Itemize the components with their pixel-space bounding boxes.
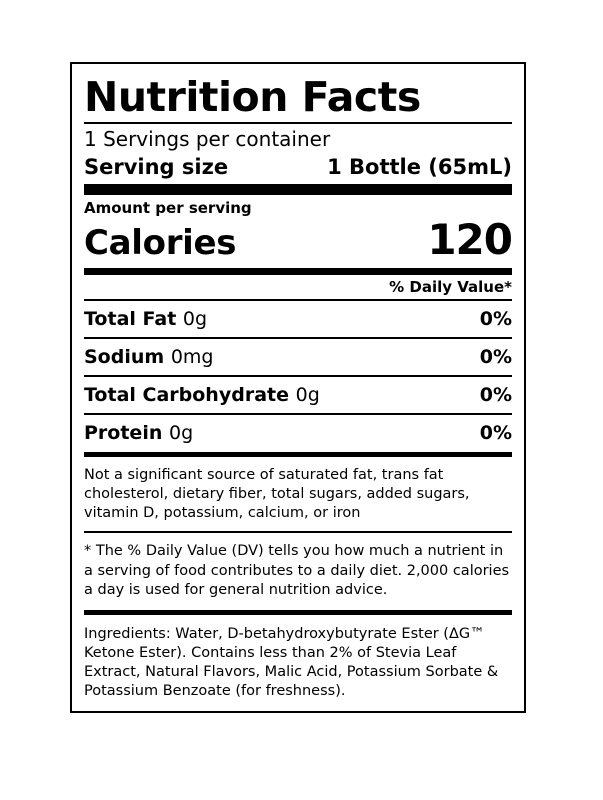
calories-value: 120 <box>427 215 512 265</box>
divider-above-ingredients <box>84 610 512 615</box>
nutrient-daily-value: 0% <box>479 346 512 369</box>
table-row <box>84 380 512 410</box>
divider-above-nutrients <box>84 299 512 301</box>
divider-row-1 <box>84 337 512 339</box>
nutrient-amount: 0g <box>182 308 208 331</box>
table-row <box>84 304 512 334</box>
table-row <box>84 342 512 372</box>
divider-thick-top <box>84 184 512 195</box>
ingredients-text: Ingredients: Water, D-betahydroxybutyrate Ester (ΔG™ Ketone Ester). Contains less than 2% of Stevia Leaf Extract, Natural Flavors, Malic Acid, Potassium Sorbate & Potassium Benzoate (for freshness). <box>84 625 499 700</box>
nutrient-name: Sodium 0mg <box>84 346 214 369</box>
nutrient-name: Total Fat 0g <box>84 308 208 331</box>
nutrient-amount: 0g <box>168 422 194 445</box>
serving-size-row <box>84 155 512 179</box>
daily-value-header: % Daily Value* <box>389 278 512 297</box>
divider-under-calories <box>84 268 512 275</box>
nutrition-facts-panel <box>70 62 526 713</box>
divider-above-footnote <box>84 531 512 533</box>
divider-row-3 <box>84 413 512 415</box>
nutrient-daily-value: 0% <box>479 308 512 331</box>
divider-row-2 <box>84 375 512 377</box>
nutrient-name: Protein 0g <box>84 422 194 445</box>
servings-per-container: 1 Servings per container <box>84 127 331 152</box>
panel-title: Nutrition Facts <box>84 73 421 121</box>
divider-under-nutrients <box>84 452 512 457</box>
nutrient-daily-value: 0% <box>479 422 512 445</box>
nutrient-name: Total Carbohydrate 0g <box>84 384 320 407</box>
nutrient-amount: 0mg <box>170 346 214 369</box>
daily-value-footnote: * The % Daily Value (DV) tells you how much a nutrient in a serving of food contributes to a daily diet. 2,000 calories a day is used for general nutrition advice. <box>84 543 510 598</box>
calories-row <box>84 215 512 264</box>
nutrient-daily-value: 0% <box>479 384 512 407</box>
serving-size-value: 1 Bottle (65mL) <box>327 155 512 180</box>
nutrient-amount: 0g <box>295 384 320 407</box>
divider-under-title <box>84 122 512 124</box>
not-significant-source-note: Not a significant source of saturated fat, trans fat cholesterol, dietary fiber, total sugars, added sugars, vitamin D, potassium, calcium, or iron <box>84 467 470 522</box>
amount-per-serving-label: Amount per serving <box>84 199 252 218</box>
table-row <box>84 418 512 448</box>
calories-label: Calories <box>84 223 237 264</box>
serving-size-label: Serving size <box>84 155 229 180</box>
